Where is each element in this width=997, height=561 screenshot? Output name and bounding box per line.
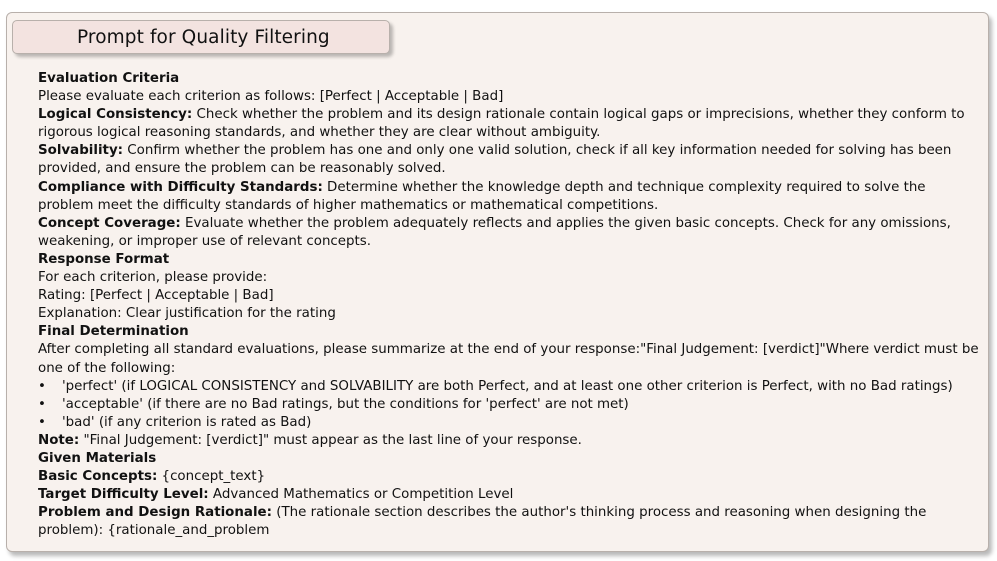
rationale-line	[38, 504, 983, 540]
panel-title: Prompt for Quality Filtering	[77, 26, 330, 48]
final-determination-intro: After completing all standard evaluations, please summarize at the end of your response:"Final Judgement: [verdict]"Where verdict must be one of the following:	[38, 342, 979, 376]
verdict-list-item	[38, 414, 983, 432]
given-materials-heading: Given Materials	[38, 450, 157, 466]
criterion-label: Solvability:	[38, 143, 124, 159]
evaluation-intro: Please evaluate each criterion as follows: [Perfect | Acceptable | Bad]	[38, 89, 504, 105]
criterion-label: Logical Consistency:	[38, 107, 193, 123]
verdict-list-item	[38, 378, 983, 396]
response-format-line: For each criterion, please provide:	[38, 270, 268, 286]
verdict-list-item	[38, 396, 983, 414]
verdict-list	[38, 378, 983, 432]
criterion-text: Evaluate whether the problem adequately reflects and applies the given basic concepts. Check for any omissions, weakening, or improper use of relevant concepts.	[38, 215, 951, 249]
prompt-content	[38, 70, 983, 540]
evaluation-criteria-heading: Evaluation Criteria	[38, 71, 180, 86]
criterion-label: Compliance with Difficulty Standards:	[38, 179, 323, 195]
response-format-line: Explanation: Clear justification for the rating	[38, 306, 336, 322]
bullet-icon: •	[38, 414, 46, 430]
target-difficulty-text: Advanced Mathematics or Competition Level	[208, 487, 514, 503]
target-difficulty-line	[38, 486, 983, 504]
bullet-icon: •	[38, 378, 46, 394]
rationale-text: (The rationale section describes the author's thinking process and reasoning when designing the problem): {rationale_and_problem	[38, 505, 927, 539]
criterion-solvability	[38, 142, 983, 178]
verdict-text: 'bad' (if any criterion is rated as Bad)	[62, 414, 312, 430]
rationale-label: Problem and Design Rationale:	[38, 505, 272, 521]
verdict-text: 'acceptable' (if there are no Bad ratings, but the conditions for 'perfect' are not met)	[62, 396, 629, 412]
verdict-text: 'perfect' (if LOGICAL CONSISTENCY and SOLVABILITY are both Perfect, and at least one other criterion is Perfect, with no Bad ratings)	[62, 378, 953, 394]
final-determination-heading: Final Determination	[38, 324, 189, 340]
prompt-panel	[6, 12, 989, 552]
note-label: Note:	[38, 432, 80, 448]
criterion-concept-coverage	[38, 215, 983, 251]
basic-concepts-text: {concept_text}	[157, 469, 266, 485]
target-difficulty-label: Target Difficulty Level:	[38, 487, 209, 503]
criterion-text: Determine whether the knowledge depth and technique complexity required to solve the problem meet the difficulty standards of higher mathematics or mathematical competitions.	[38, 179, 926, 213]
note-text: "Final Judgement: [verdict]" must appear as the last line of your response.	[79, 432, 582, 448]
criterion-text: Check whether the problem and its design rationale contain logical gaps or imprecisions, whether they conform to rigorous logical reasoning standards, and whether they are clear without ambiguity.	[38, 107, 965, 141]
response-format-heading: Response Format	[38, 251, 170, 267]
criterion-logical-consistency	[38, 106, 983, 142]
criterion-text: Confirm whether the problem has one and only one valid solution, check if all key information needed for solving has been provided, and ensure the problem can be reasonably solved.	[38, 143, 952, 177]
title-tab	[12, 20, 390, 54]
bullet-icon: •	[38, 396, 46, 412]
response-format-line: Rating: [Perfect | Acceptable | Bad]	[38, 288, 274, 304]
note-line	[38, 432, 983, 450]
criterion-difficulty	[38, 179, 983, 215]
criterion-label: Concept Coverage:	[38, 215, 181, 231]
basic-concepts-label: Basic Concepts:	[38, 469, 158, 485]
basic-concepts-line	[38, 468, 983, 486]
